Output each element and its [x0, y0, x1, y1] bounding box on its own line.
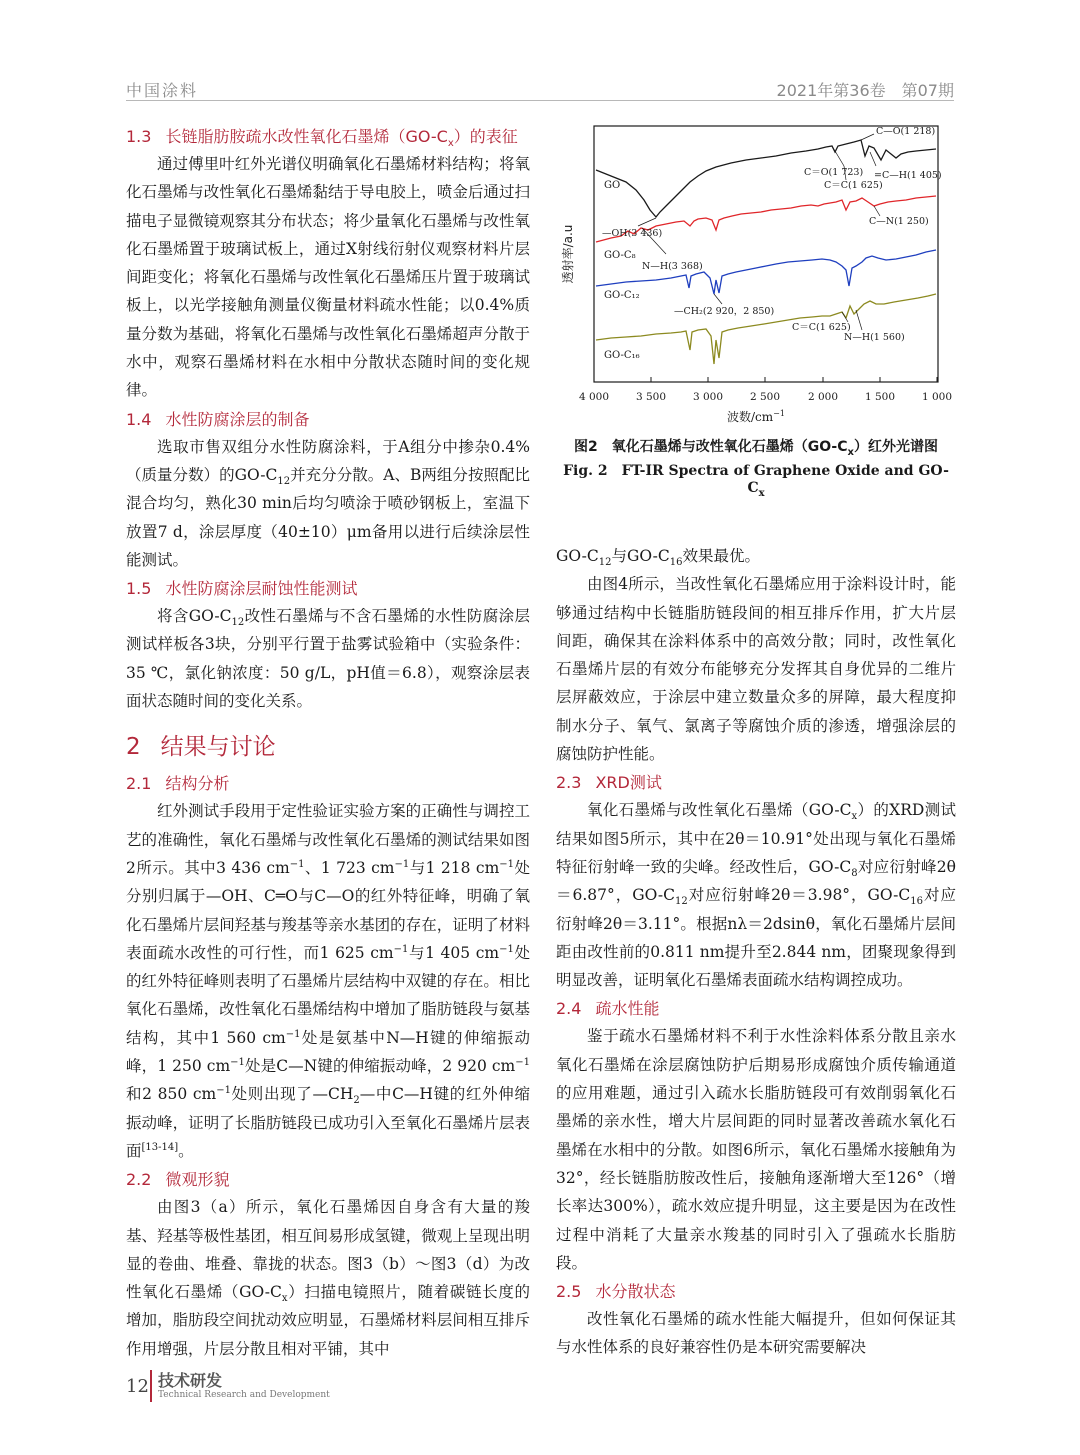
- section-2-2-heading: [126, 1167, 530, 1193]
- continuation-paragraph: [556, 542, 956, 570]
- section-title: 长链脂肪胺疏水改性氧化石墨烯（GO-C: [165, 127, 448, 146]
- section-1-3-paragraph: 通过傅里叶红外光谱仪明确氧化石墨烯材料结构；将氧化石墨烯与改性氧化石墨烯黏结于导电胶上，喷金后通过扫描电子显微镜观察其分布状态；将少量氧化石墨烯与改性氧化石墨烯置于玻璃试板上，通过X射线衍射仪观察材料片层间距变化；将氧化石墨烯与改性氧化石墨烯压片置于玻璃试板上，以光学接触角测量仪衡量材料疏水性能；以0.4%质量分数为基础，将氧化石墨烯与改性氧化石墨烯超声分散于水中，观察石墨烯材料在水相中分散状态随时间的变化规律。: [126, 155, 530, 400]
- section-2-2-paragraph: [126, 1193, 530, 1363]
- citation[interactable]: [13-14]: [141, 1141, 179, 1153]
- figure-caption-cn: [556, 436, 956, 456]
- footer-divider: [150, 1370, 152, 1402]
- journal-name: 中国涂料: [126, 81, 199, 100]
- subscript: x: [851, 811, 858, 823]
- left-column: [126, 122, 530, 1363]
- section-2-4-heading: [556, 996, 956, 1022]
- text: 效果最优。: [682, 547, 761, 565]
- text: ）红外光谱图: [853, 439, 938, 455]
- section-title: 水性防腐涂层耐蚀性能测试: [165, 579, 358, 599]
- subscript: x: [847, 446, 854, 458]
- subscript: x: [758, 487, 765, 499]
- x-tick-label: 3 500: [635, 391, 667, 403]
- text: 处则出现了—CH: [230, 1085, 354, 1104]
- series-goc12-line: [596, 250, 936, 294]
- section-number: 2: [126, 734, 141, 761]
- annotation-co-1218: C—O(1 218): [876, 126, 936, 137]
- section-2-4-paragraph: 鉴于疏水石墨烯材料不利于水性涂料体系分散且亲水氧化石墨烯在涂层腐蚀防护后期易形成腐蚀介质传输通道的应用难题，通过引入疏水长脂肪链段可有效削弱氧化石墨烯的亲水性，增大片层间距的同时显著改善疏水氧化石墨烯在水相中的分散。如图6所示，氧化石墨烯水接触角为32°，经长链脂肪胺改性后，接触角逐渐增大至126°（增长率达300%），疏水效应提升明显，这主要是因为在改性过程中消耗了大量亲水羧基的同时引入了强疏水长脂肪段。: [556, 1027, 956, 1272]
- subscript: x: [281, 1293, 288, 1305]
- series-label-goc16: GO-C₁₆: [604, 350, 640, 361]
- text: 由图3（a）所示，氧化石墨烯因自身含有大量的羧基、羟基等极性基团，相互间易形成氢键，微观上呈现出明显的卷曲、堆叠、靠拢的状态。图3（b）～图3（d）为改性氧化石墨烯（GO-C: [126, 1198, 530, 1302]
- section-1-3-heading: [126, 124, 530, 150]
- section-title: XRD测试: [595, 773, 662, 793]
- subscript: 2: [353, 1095, 360, 1107]
- text: 。: [178, 1141, 194, 1160]
- annotation-ch-1405: =C—H(1 405): [874, 170, 942, 181]
- x-tick-label: 1 000: [921, 391, 953, 403]
- x-tick-label: 2 000: [807, 391, 839, 403]
- annotation-nh-3368: N—H(3 368): [642, 261, 703, 272]
- annotation-ch2: —CH₂(2 920，2 850): [674, 306, 775, 317]
- ftir-spectra-plot: [556, 118, 956, 428]
- section-1-5-paragraph: [126, 602, 530, 715]
- x-tick-label: 2 500: [749, 391, 781, 403]
- section-title: 微观形貌: [165, 1170, 230, 1190]
- subscript: 12: [277, 476, 291, 488]
- text: 对应衍射峰2θ＝3.11°。根据nλ＝2dsinθ，氧化石墨烯片层间距由改性前的0.811 nm提升至2.844 nm，团聚现象得到明显改善，证明氧化石墨烯表面疏水结构调控成功。: [556, 886, 957, 990]
- section-2-3-heading: [556, 770, 956, 796]
- annotation-co-1723: C＝O(1 723): [804, 167, 864, 178]
- section-number: 1.3: [126, 127, 152, 146]
- subscript: 16: [910, 896, 924, 908]
- section-title: 结构分析: [165, 774, 230, 794]
- series-labels: [604, 180, 640, 361]
- section-title: 水性防腐涂层的制备: [165, 409, 310, 429]
- series-label-goc8: GO-C₈: [604, 250, 636, 261]
- section-number: 2.3: [556, 773, 582, 793]
- subscript: x: [447, 138, 454, 150]
- text: Fig. 2 FT-IR Spectra of Graphene Oxide and GO-C: [563, 463, 949, 496]
- text: 氧化石墨烯与改性氧化石墨烯（GO-C: [587, 801, 852, 820]
- superscript: −1: [289, 858, 305, 870]
- section-number: 2.1: [126, 774, 152, 794]
- issue-info: 2021年第36卷 第07期: [776, 81, 954, 100]
- y-axis-label: 透射率/a.u: [561, 224, 575, 284]
- section-title: 水分散状态: [595, 1282, 676, 1302]
- annotation-leaders: [638, 134, 880, 330]
- annotation-cc-1625-top: C＝C(1 625): [824, 180, 883, 191]
- subscript: 8: [851, 868, 858, 880]
- superscript: −1: [216, 1085, 231, 1097]
- section-2-1-paragraph: [126, 797, 530, 1165]
- text: 处的红外特征峰则表明了石墨烯片层结构中双键的存在。相比氧化石墨烯，改性氧化石墨烯结构中增加了脂肪链段与氨基结构，其中1 560 cm: [126, 943, 530, 1047]
- annotation-cn-1250: C—N(1 250): [869, 216, 929, 227]
- section-2-3-paragraph: [556, 796, 956, 994]
- figure-caption-en: [556, 460, 956, 499]
- x-tick-label: 3 000: [692, 391, 724, 403]
- text: 与GO-C: [611, 547, 670, 565]
- section-1-5-heading: [126, 576, 530, 602]
- text: 红外测试手段用于定性验证实验方案的正确性与调控工艺的准确性，氧化石墨烯与改性氧化石墨烯的测试结果如图2所示。其中3 436 cm: [126, 802, 530, 877]
- superscript: −1: [515, 1056, 530, 1068]
- superscript: −1: [499, 858, 515, 870]
- annotations: [602, 126, 942, 343]
- x-tick-label: 1 500: [864, 391, 896, 403]
- text: 选取市售双组分水性防腐涂料，于A组分中掺杂0.4%（质量分数）的GO-C: [126, 437, 530, 484]
- text: ）扫描电镜照片，随着碳链长度的增加，脂肪段空间扰动效应明显，石墨烯材料层间相互排斥作用增强，片层分散且相对平铺，其中: [126, 1283, 530, 1358]
- text: 并充分分散。A、B两组分按照配比混合均匀，熟化30 min后均匀喷涂于喷砂钢板上，室温下放置7 d，涂层厚度（40±10）μm备用以进行后续涂层性能测试。: [126, 465, 530, 569]
- text: 和2 850 cm: [126, 1085, 217, 1104]
- text: 对应衍射峰2θ＝6.87°，GO-C: [556, 857, 956, 905]
- annotation-oh-3436: —OH(3 436): [602, 228, 663, 239]
- text: 改性石墨烯与不含石墨烯的水性防腐涂层测试样板各3块，分别平行置于盐雾试验箱中（实验条件：35 ℃，氯化钠浓度：50 g/L，pH值＝6.8），观察涂层表面状态随时间的变化关系。: [126, 607, 530, 711]
- series-label-go: GO: [604, 180, 621, 191]
- section-number: 2.2: [126, 1170, 152, 1190]
- superscript: −1: [394, 858, 410, 870]
- text: 处是氨基中N—H键的伸缩振动峰，1 250 cm: [126, 1028, 530, 1076]
- section-title: 疏水性能: [595, 999, 660, 1019]
- superscript: −1: [393, 943, 409, 955]
- text: 对应衍射峰2θ＝3.98°，GO-C: [687, 886, 911, 905]
- text: ）的XRD测试结果如图5所示，其中在2θ＝10.91°处出现与氧化石墨烯特征衍射峰一致的尖峰。经改性后，GO-C: [556, 801, 956, 876]
- subscript: 12: [674, 896, 688, 908]
- text: 处是C—N键的伸缩振动峰，2 920 cm: [244, 1057, 516, 1076]
- text: GO-C: [556, 547, 599, 565]
- text: 图2 氧化石墨烯与改性氧化石墨烯（GO-C: [574, 439, 848, 455]
- superscript: −1: [230, 1056, 245, 1068]
- right-column: [556, 542, 956, 1362]
- section-1-4-heading: [126, 407, 530, 433]
- annotation-nh-1560: N—H(1 560): [844, 332, 905, 343]
- figure-4-paragraph: 由图4所示，当改性氧化石墨烯应用于涂料设计时，能够通过结构中长链脂肪链段间的相互排斥作用，扩大片层间距，确保其在涂料体系中的高效分散；同时，改性氧化石墨烯片层的有效分布能够充分发挥其自身优异的二维片层屏蔽效应，于涂层中建立数量众多的屏障，最大程度抑制水分子、氧气、氯离子等腐蚀介质的渗透，增强涂层的腐蚀防护性能。: [556, 575, 956, 764]
- subscript: 16: [669, 557, 683, 569]
- text: 、1 723 cm: [304, 858, 395, 877]
- section-2-5-heading: [556, 1279, 956, 1305]
- series-label-goc12: GO-C₁₂: [604, 290, 640, 301]
- text: 与1 405 cm: [408, 943, 500, 962]
- x-ticks: [594, 377, 937, 382]
- text: 处分别归属于—OH、C═O与C—O的红外特征峰，明确了氧化石墨烯片层间羟基与羧基等亲水基团的存在，证明了材料表面疏水改性的可行性，而1 625 cm: [126, 858, 530, 962]
- section-number: 2.4: [556, 999, 582, 1019]
- section-2-1-heading: [126, 771, 530, 797]
- text: 与1 218 cm: [409, 858, 500, 877]
- footer-section-cn: 技术研发: [158, 1371, 223, 1390]
- section-number: 1.5: [126, 579, 152, 599]
- superscript: −1: [499, 943, 514, 955]
- x-tick-label: 4 000: [578, 391, 610, 403]
- series-goc16-line: [596, 294, 936, 364]
- section-1-4-paragraph: [126, 433, 530, 574]
- section-number: 2.5: [556, 1282, 582, 1302]
- footer-section-en: Technical Research and Development: [158, 1390, 330, 1400]
- figure-2: [556, 118, 956, 478]
- x-tick-labels: [579, 391, 952, 403]
- section-number: 1.4: [126, 409, 152, 429]
- page-number: 12: [126, 1376, 149, 1397]
- section-title: 结果与讨论: [160, 734, 276, 761]
- annotation-cc-1625-bottom: C＝C(1 625): [792, 322, 851, 333]
- subscript: 12: [598, 557, 612, 569]
- header-rule: [126, 100, 954, 101]
- subscript: 12: [231, 617, 245, 629]
- text: 将含GO-C: [157, 607, 232, 626]
- plot-frame: [594, 126, 938, 382]
- section-2-heading: [126, 727, 530, 767]
- superscript: −1: [285, 1028, 301, 1040]
- x-axis-label: 波数$/cm^{-1}$: [727, 409, 785, 424]
- text: —中C—H键的红外伸缩振动峰，证明了长脂肪链段已成功引入至氧化石墨烯片层表面: [126, 1085, 530, 1160]
- section-2-5-paragraph: 改性氧化石墨烯的疏水性能大幅提升，但如何保证其与水性体系的良好兼容性仍是本研究需要解决: [556, 1310, 956, 1357]
- section-title-end: ）的表征: [453, 127, 518, 146]
